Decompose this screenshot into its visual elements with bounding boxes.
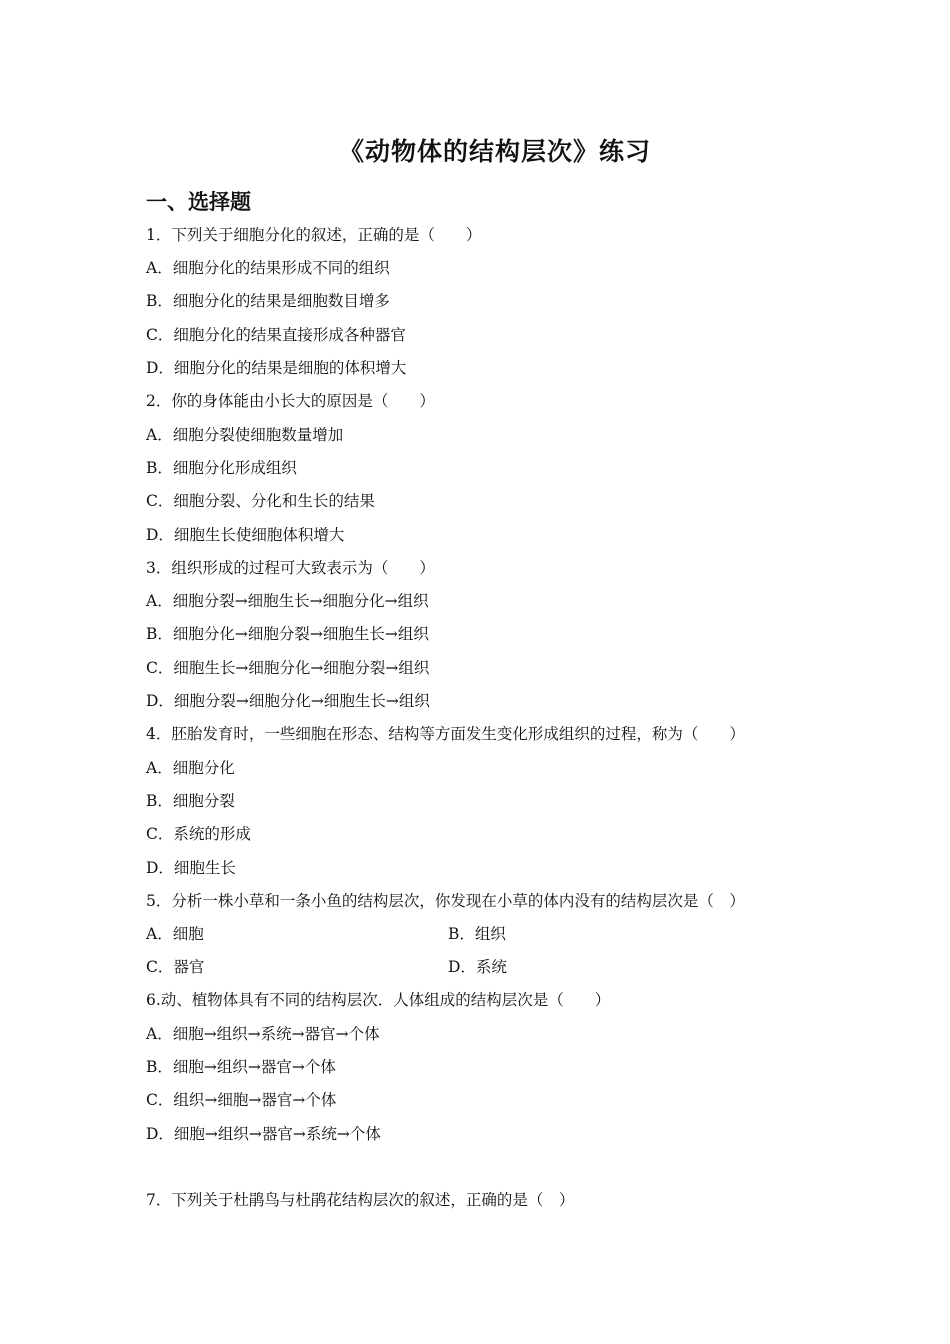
question-5-option-b: B．组织: [448, 925, 506, 943]
question-3-option-a: A．细胞分裂→细胞生长→细胞分化→组织: [146, 592, 429, 610]
question-2-option-a: A．细胞分裂使细胞数量增加: [146, 426, 344, 444]
question-6-option-c: C．组织→细胞→器官→个体: [146, 1091, 337, 1109]
question-6-option-b: B．细胞→组织→器官→个体: [146, 1058, 336, 1076]
question-5-option-d: D．系统: [448, 958, 507, 976]
question-3-stem: 3．组织形成的过程可大致表示为（ ）: [146, 559, 435, 577]
question-4-stem: 4．胚胎发育时，一些细胞在形态、结构等方面发生变化形成组织的过程，称为（ ）: [146, 725, 745, 743]
question-4-option-b: B．细胞分裂: [146, 792, 235, 810]
question-6-option-a: A．细胞→组织→系统→器官→个体: [146, 1025, 380, 1043]
question-5-stem: 5．分析一株小草和一条小鱼的结构层次，你发现在小草的体内没有的结构层次是（ ）: [146, 892, 745, 910]
question-5-option-a: A．细胞: [146, 925, 204, 943]
question-2-stem: 2．你的身体能由小长大的原因是（ ）: [146, 392, 435, 410]
question-2-option-c: C．细胞分裂、分化和生长的结果: [146, 492, 375, 510]
question-6-option-d: D．细胞→组织→器官→系统→个体: [146, 1125, 381, 1143]
question-5-option-c: C．器官: [146, 958, 205, 976]
question-4-option-a: A．细胞分化: [146, 759, 235, 777]
question-6-stem: 6.动、植物体具有不同的结构层次．人体组成的结构层次是（ ）: [146, 991, 611, 1009]
document-title: 《动物体的结构层次》练习: [338, 137, 651, 166]
question-4-option-d: D．细胞生长: [146, 859, 236, 877]
question-4-option-c: C．系统的形成: [146, 825, 251, 843]
question-3-option-d: D．细胞分裂→细胞分化→细胞生长→组织: [146, 692, 430, 710]
question-3-option-b: B．细胞分化→细胞分裂→细胞生长→组织: [146, 625, 429, 643]
question-1-option-c: C．细胞分化的结果直接形成各种器官: [146, 326, 406, 344]
question-1-option-d: D．细胞分化的结果是细胞的体积增大: [146, 359, 407, 377]
question-2-option-b: B．细胞分化形成组织: [146, 459, 297, 477]
question-1-stem: 1．下列关于细胞分化的叙述，正确的是（ ）: [146, 226, 482, 244]
question-1-option-a: A．细胞分化的结果形成不同的组织: [146, 259, 390, 277]
question-7-stem: 7．下列关于杜鹃鸟与杜鹃花结构层次的叙述，正确的是（ ）: [146, 1191, 575, 1209]
section-heading: 一、选择题: [146, 190, 251, 214]
question-3-option-c: C．细胞生长→细胞分化→细胞分裂→组织: [146, 659, 430, 677]
question-2-option-d: D．细胞生长使细胞体积增大: [146, 526, 345, 544]
question-1-option-b: B．细胞分化的结果是细胞数目增多: [146, 292, 390, 310]
